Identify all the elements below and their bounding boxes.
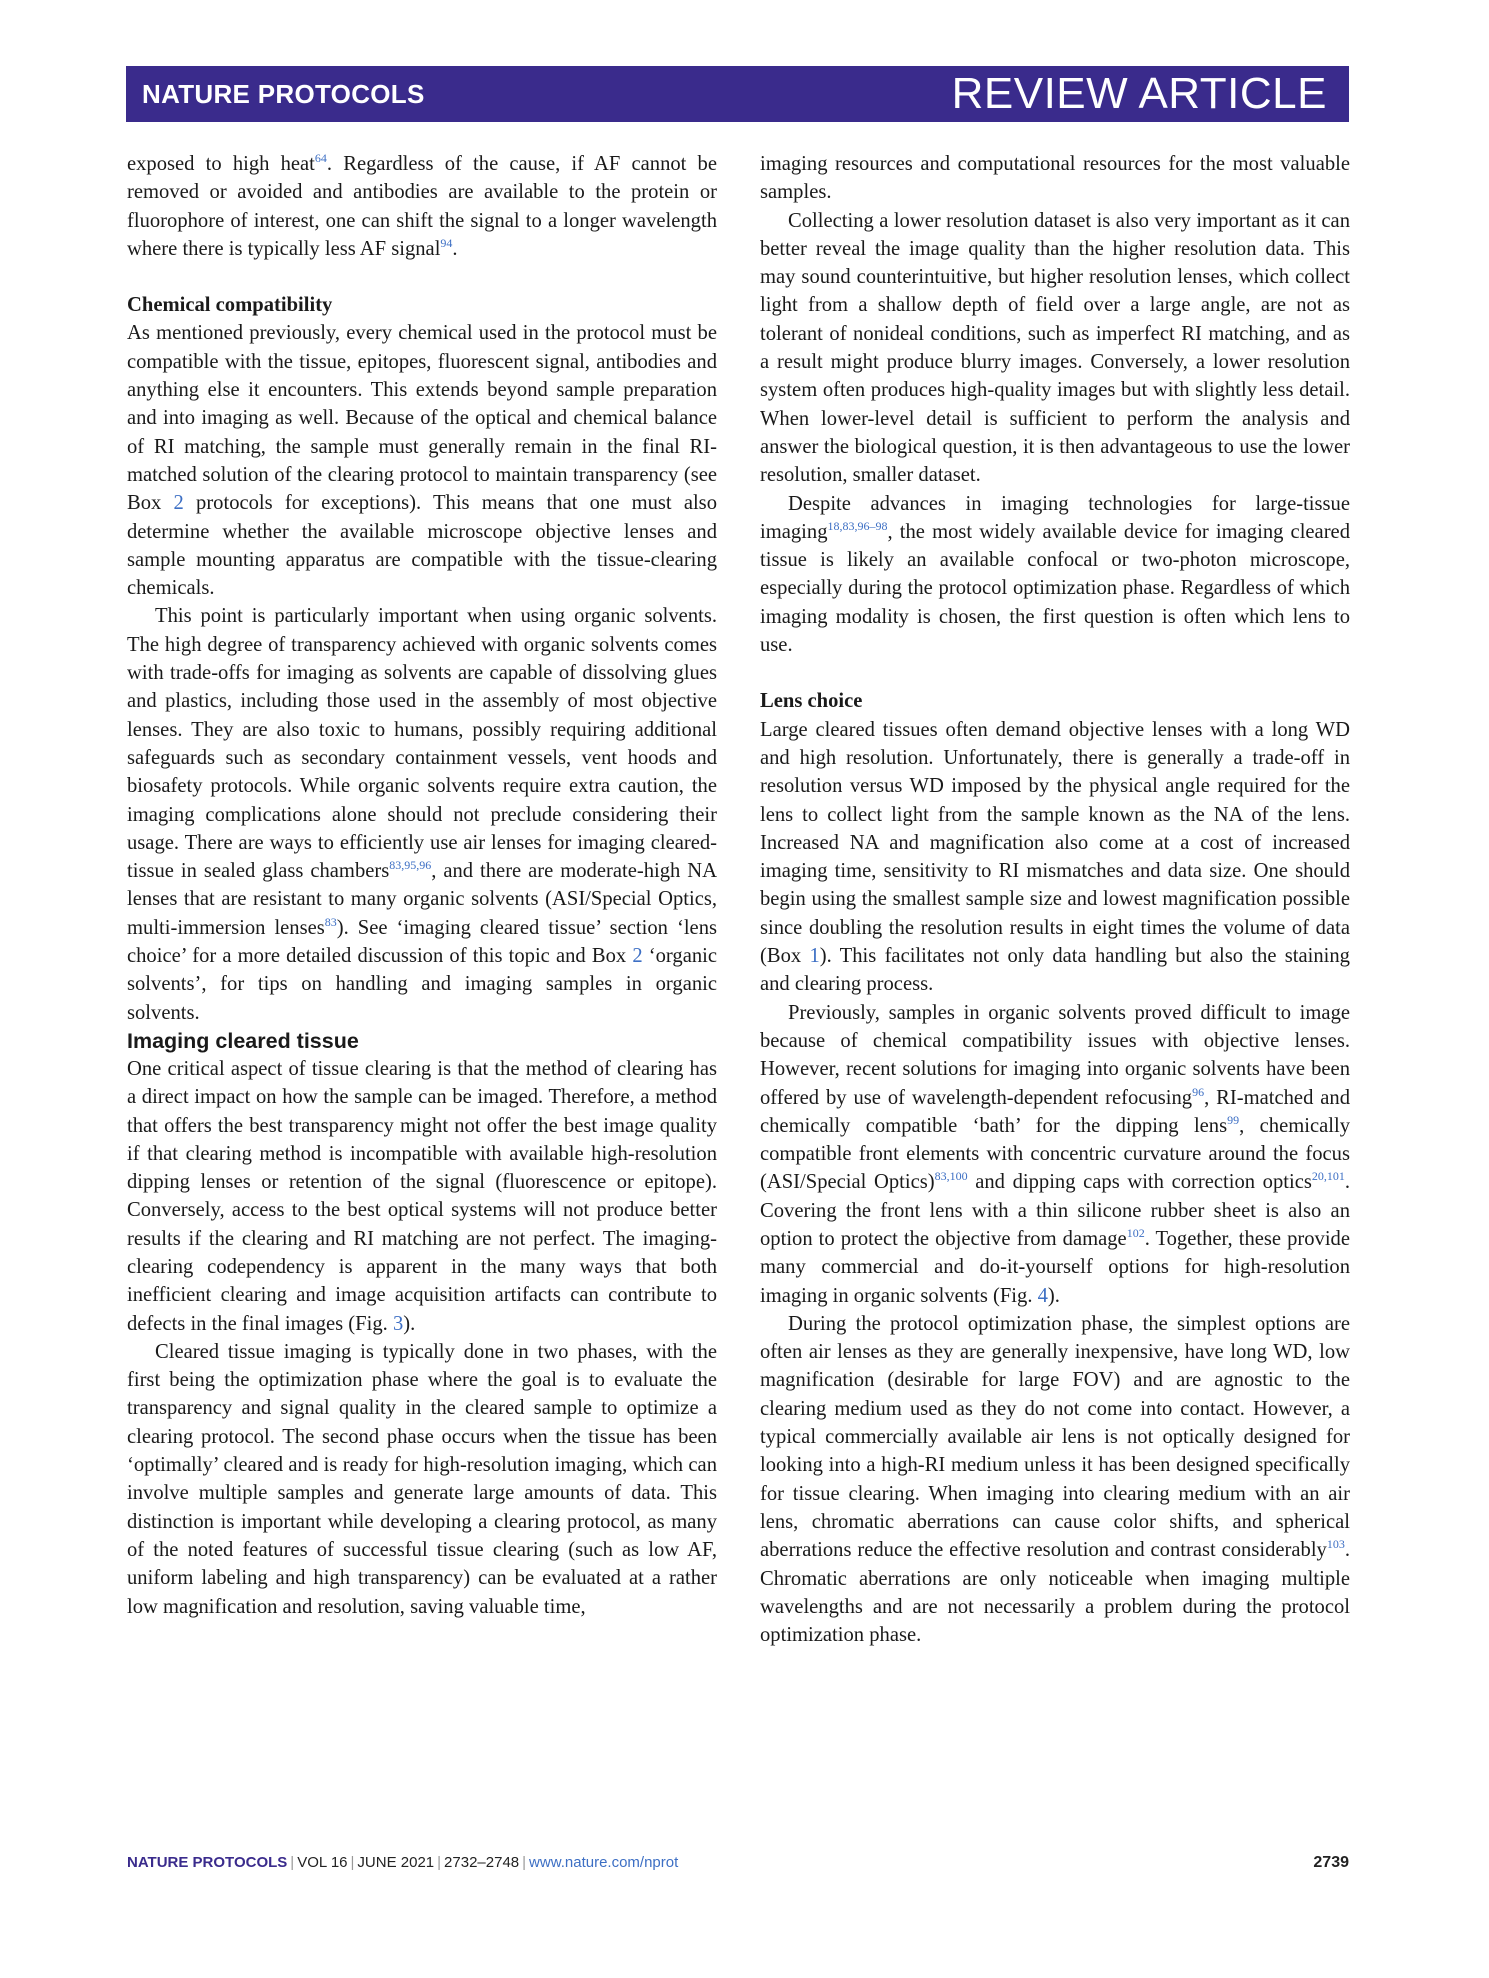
subsection-heading: Chemical compatibility (127, 294, 333, 317)
paragraph: As mentioned previously, every chemical used in the protocol must be compatible with the tissue, epitopes, fluorescent signal, antibodies and anything else it encounters. This extends beyond sample preparation and into imaging as well. Because of the optical and chemical balance of RI matching, the sample must generally remain in the final RI-matched solution of the clearing protocol to maintain transparency (see Box 2 protocols for exceptions). This means that one must also determine whether the available microscope objective lenses and sample mounting apparatus are compatible with the tissue-clearing chemicals. (127, 322, 717, 600)
citation-link[interactable]: 96 (1192, 1084, 1205, 1099)
paragraph: Despite advances in imaging technologies for large-tissue imaging$^{18,83,96-98}$, the most widely available device for imaging cleared tissue is likely an available confocal or two-photon microscope, especially during the protocol optimization phase. Regardless of which imaging modality is chosen, the first question is often which lens to use. (760, 492, 1350, 657)
citation-link[interactable]: 20,101 (1311, 1169, 1345, 1184)
article-type: REVIEW ARTICLE (951, 69, 1327, 118)
footer-journal: NATURE PROTOCOLS (127, 1854, 288, 1871)
citation-link[interactable]: 83,100 (934, 1169, 968, 1184)
left-column (127, 150, 717, 1621)
footer-date: JUNE 2021 (357, 1854, 435, 1871)
paragraph: One critical aspect of tissue clearing is that the method of clearing has a direct impact on how the sample can be imaged. Therefore, a method that offers the best transparency might not offer the best image quality if that clearing method is incompatible with available high-resolution dipping lenses or retention of the signal (fluorescence or epitope). Conversely, access to the best optical systems will not produce better results if the clearing and RI matching are not perfect. The imaging-clearing codependency is apparent in the many ways that both inefficient clearing and image acquisition artifacts can contribute to defects in the final images (Fig. 3). (127, 1057, 717, 1335)
page-number: 2739 (1313, 1854, 1349, 1871)
box-link[interactable]: 1 (809, 945, 820, 968)
citation-link[interactable]: 83,95,96 (389, 858, 432, 873)
box-link[interactable]: 2 (173, 492, 184, 515)
citation-link[interactable]: 94 (440, 235, 453, 250)
citation-link[interactable]: 103 (1326, 1537, 1345, 1552)
paragraph: exposed to high heat$^{64}$. Regardless of the cause, if AF cannot be removed or avoided and antibodies are available to the protein or fluorophore of interest, one can shift the signal to a longer wavelength where there is typically less AF signal$^{94}$. (127, 151, 717, 260)
paragraph: During the protocol optimization phase, the simplest options are often air lenses as they are generally inexpensive, have long WD, low magnification (desirable for large FOV) and are agnostic to the clearing medium used as they do not come into contact. However, a typical commercially available air lens is not optically designed for looking into a high-RI medium unless it has been designed specifically for tissue clearing. When imaging into clearing medium with an air lens, chromatic aberrations can cause color shifts, and spherical aberrations reduce the effective resolution and contrast considerably$^{103}$. Chromatic aberrations are only noticeable when imaging multiple wavelengths and are not necessarily a problem during the protocol optimization phase. (760, 1312, 1350, 1647)
footer-volume: VOL 16 (297, 1854, 348, 1871)
figure-link[interactable]: 3 (392, 1312, 404, 1335)
citation-link[interactable]: 99 (1227, 1112, 1240, 1127)
page-footer: NATURE PROTOCOLS | VOL 16 | JUNE 2021 | 2732–2748 | www.nature.com/nprot 2739 (127, 1854, 1349, 1871)
paragraph: Collecting a lower resolution dataset is also very important as it can better reveal the image quality than the higher resolution data. This may sound counterintuitive, but higher resolution lenses, which collect light from a shallow depth of field over a large angle, are not as tolerant of nonideal conditions, such as imperfect RI matching, and as a result might produce blurry images. Conversely, a lower resolution system often produces high-quality images but with slightly less detail. When lower-level detail is sufficient to perform the analysis and answer the biological question, it is then advantageous to use the lower resolution, smaller dataset. (760, 209, 1350, 487)
paragraph: Cleared tissue imaging is typically done in two phases, with the first being the optimization phase where the goal is to evaluate the transparency and signal quality in the cleared sample to optimize a clearing protocol. The second phase occurs when the tissue has been ‘optimally’ cleared and is ready for high-resolution imaging, which can involve multiple samples and generate large amounts of data. This distinction is important while developing a clearing protocol, as many of the noted features of successful tissue clearing (such as low AF, uniform labeling and high transparency) can be evaluated at a rather low magnification and resolution, saving valuable time, (127, 1340, 717, 1618)
journal-name: NATURE PROTOCOLS (142, 79, 425, 109)
paragraph: Previously, samples in organic solvents proved difficult to image because of chemical compatibility issues with objective lenses. However, recent solutions for imaging into organic solvents have been offered by use of wavelength-dependent refocusing$^{96}$, RI-matched and chemically compatible ‘bath’ for the dipping lens$^{99}$, chemically compatible front elements with concentric curvature around the focus (ASI/Special Optics)$^{83,100}$ and dipping caps with correction optics$^{20,101}$. Covering the front lens with a thin silicone rubber sheet is also an option to protect the objective from damage$^{102}$. Together, these provide many commercial and do-it-yourself options for high-resolution imaging in organic solvents (Fig. 4). (760, 1001, 1351, 1307)
journal-header-bar (126, 66, 1349, 122)
right-column (760, 150, 1350, 1649)
subsection-heading: Lens choice (760, 690, 863, 713)
box-link[interactable]: 2 (632, 945, 643, 968)
section-heading: Imaging cleared tissue (127, 1028, 359, 1053)
figure-link[interactable]: 4 (1037, 1284, 1048, 1307)
citation-link[interactable]: 18,83,96–98 (827, 518, 888, 533)
footer-url-link[interactable]: www.nature.com/nprot (529, 1854, 679, 1871)
paragraph: imaging resources and computational resources for the most valuable samples. (760, 153, 1350, 204)
citation-link[interactable]: 102 (1126, 1225, 1145, 1240)
paragraph: This point is particularly important when using organic solvents. The high degree of transparency achieved with organic solvents comes with trade-offs for imaging as solvents are capable of dissolving glues and plastics, including those used in the assembly of most objective lenses. They are also toxic to humans, possibly requiring additional safeguards such as secondary containment vessels, vent hoods and biosafety protocols. While organic solvents require extra caution, the imaging complications alone should not preclude considering their usage. There are ways to efficiently use air lenses for imaging cleared-tissue in sealed glass chambers$^{83,95,96}$, and there are moderate-high NA lenses that are resistant to many organic solvents (ASI/Special Optics, multi-immersion lenses$^{83}$). See ‘imaging cleared tissue’ section ‘lens choice’ for a more detailed discussion of this topic and Box 2 ‘organic solvents’, for tips on handling and imaging samples in organic solvents. (127, 605, 717, 1024)
paragraph: Large cleared tissues often demand objective lenses with a long WD and high resolution. Unfortunately, there is generally a trade-off in resolution versus WD imposed by the physical angle required for the lens to collect light from the sample known as the NA of the lens. Increased NA and magnification also come at a cost of increased imaging time, sensitivity to RI mismatches and data size. One should begin using the smallest sample size and lowest magnification possible since doubling the resolution results in eight times the volume of data (Box 1). This facilitates not only data handling but also the staining and clearing process. (760, 718, 1350, 996)
citation-link[interactable]: 64 (314, 151, 327, 165)
footer-pages: 2732–2748 (444, 1854, 520, 1871)
citation-link[interactable]: 83 (324, 914, 337, 929)
